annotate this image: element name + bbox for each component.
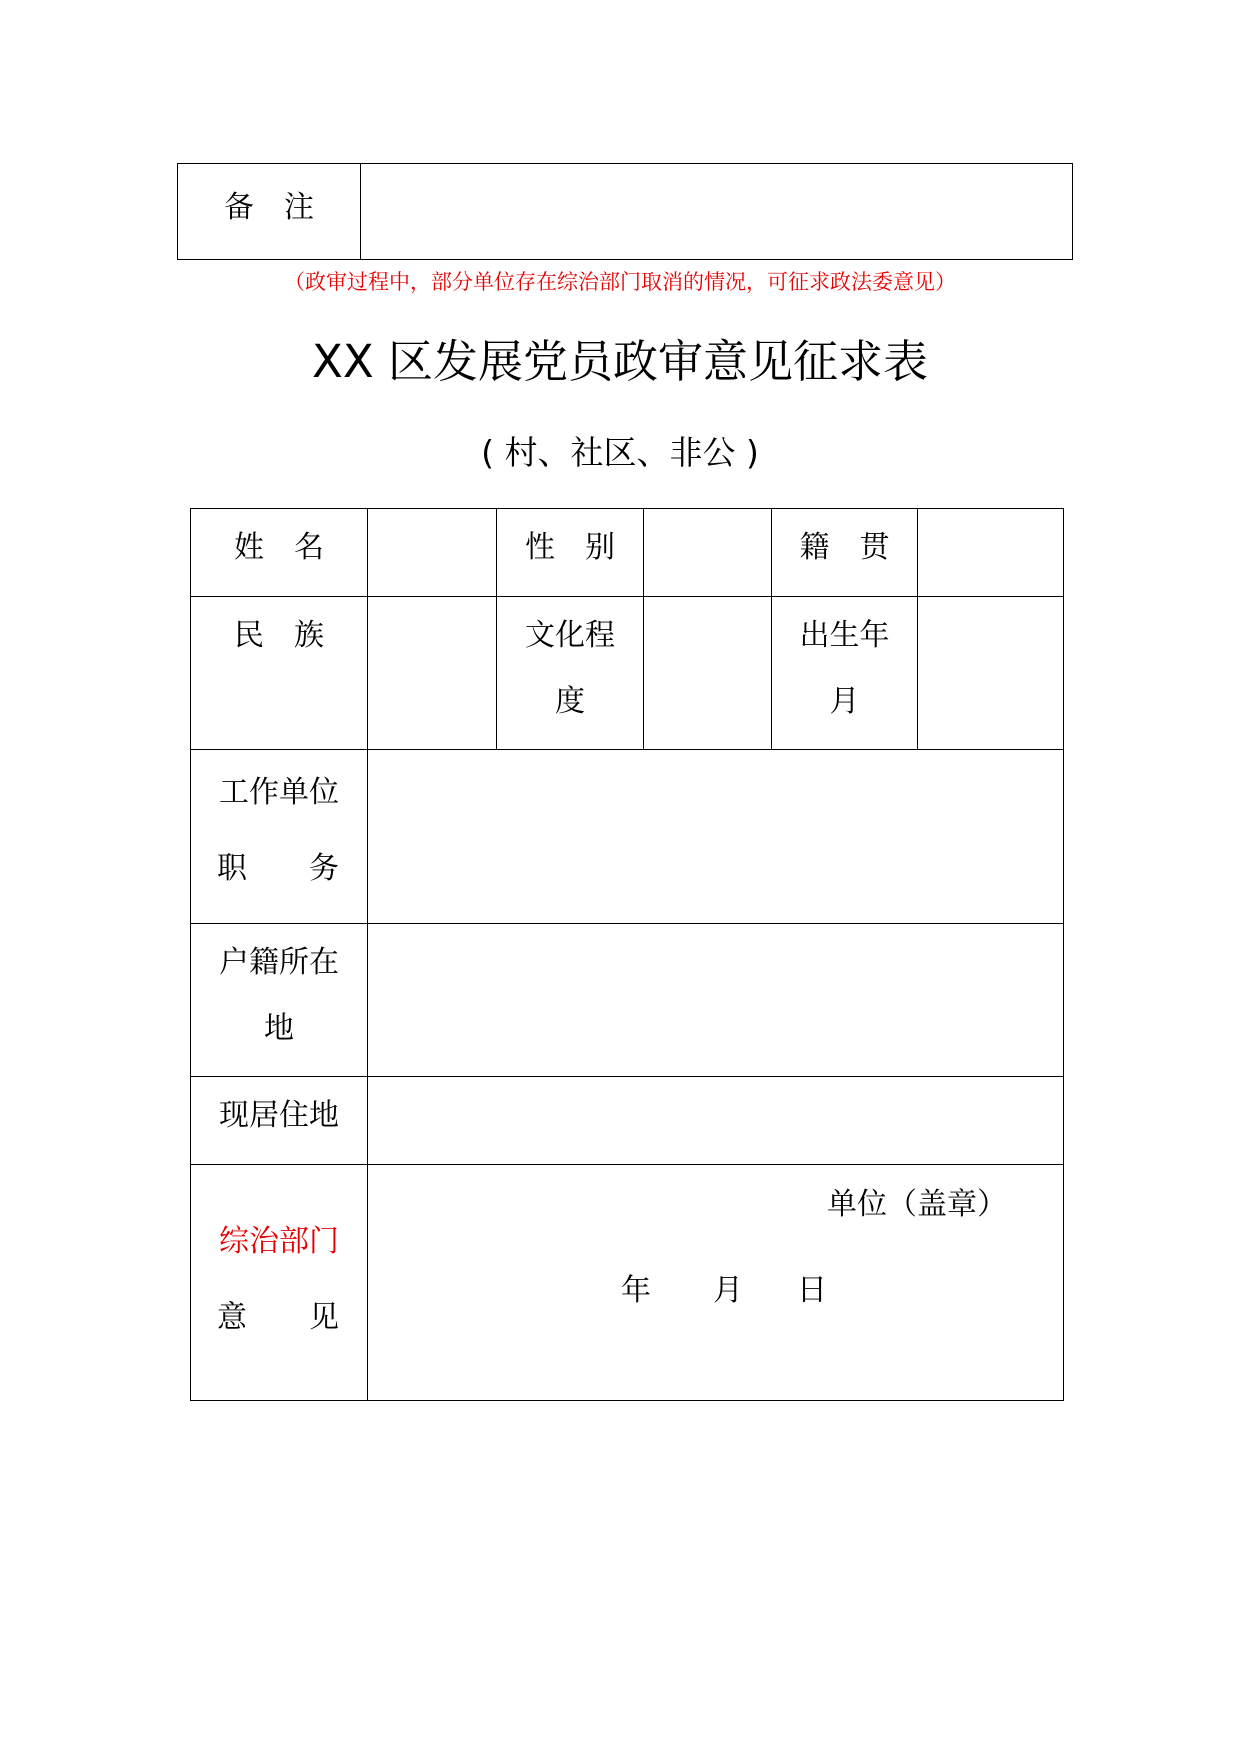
dept-label-cell	[191, 1165, 368, 1401]
birth-label-cell	[772, 597, 918, 750]
education-label-line1: 文化程	[525, 618, 615, 653]
work-value-cell[interactable]	[368, 750, 1064, 924]
date-day: 日	[797, 1273, 827, 1308]
household-label-line1: 户籍所在	[219, 945, 339, 980]
work-label-line1: 工作单位	[219, 775, 339, 810]
education-value-cell[interactable]	[644, 597, 772, 750]
dept-label-char2: 见	[309, 1300, 339, 1335]
main-form-table	[190, 508, 1064, 1401]
remark-table	[177, 163, 1073, 260]
birth-label-line1: 出生年	[799, 618, 890, 653]
name-label: 姓 名	[234, 530, 324, 565]
education-label-cell	[497, 597, 644, 750]
date-month: 月	[713, 1273, 743, 1308]
gender-label: 性 别	[525, 530, 615, 565]
remark-label-cell	[178, 164, 361, 260]
name-value-cell[interactable]	[368, 509, 497, 597]
dept-label-line1: 综治部门	[219, 1224, 339, 1259]
household-label-cell	[191, 924, 368, 1077]
dept-label-line2	[191, 1275, 367, 1361]
red-note: （政审过程中，部分单位存在综治部门取消的情况，可征求政法委意见）	[284, 270, 956, 294]
unit-stamp-text: 单位（盖章）	[827, 1187, 1007, 1222]
household-label-line2: 地	[264, 1011, 294, 1046]
origin-label-cell	[772, 509, 918, 597]
education-label-line2: 度	[555, 684, 585, 719]
work-label-cell	[191, 750, 368, 924]
residence-label: 现居住地	[219, 1098, 339, 1133]
work-label-char2: 务	[309, 851, 339, 886]
form-title: XX 区发展党员政审意见征求表	[312, 335, 928, 388]
origin-value-cell[interactable]	[918, 509, 1064, 597]
ethnicity-value-cell[interactable]	[368, 597, 497, 750]
work-label-char1: 职	[217, 851, 247, 886]
form-subtitle: ( 村、社区、非公 )	[481, 433, 759, 472]
birth-value-cell[interactable]	[918, 597, 1064, 750]
birth-label-line2: 月	[829, 684, 860, 719]
remark-value-cell[interactable]	[361, 164, 1073, 260]
gender-label-cell	[497, 509, 644, 597]
date-line	[621, 1265, 827, 1309]
ethnicity-label-cell	[191, 597, 368, 750]
residence-value-cell[interactable]	[368, 1077, 1064, 1165]
origin-label: 籍 贯	[799, 530, 890, 565]
name-label-cell	[191, 509, 368, 597]
household-value-cell[interactable]	[368, 924, 1064, 1077]
date-year: 年	[621, 1273, 651, 1308]
ethnicity-label: 民 族	[234, 618, 324, 653]
residence-label-cell	[191, 1077, 368, 1165]
gender-value-cell[interactable]	[644, 509, 772, 597]
work-label-line2	[191, 826, 367, 912]
dept-opinion-cell[interactable]	[368, 1165, 1064, 1401]
remark-label: 备 注	[224, 190, 314, 225]
dept-label-char1: 意	[217, 1300, 247, 1335]
